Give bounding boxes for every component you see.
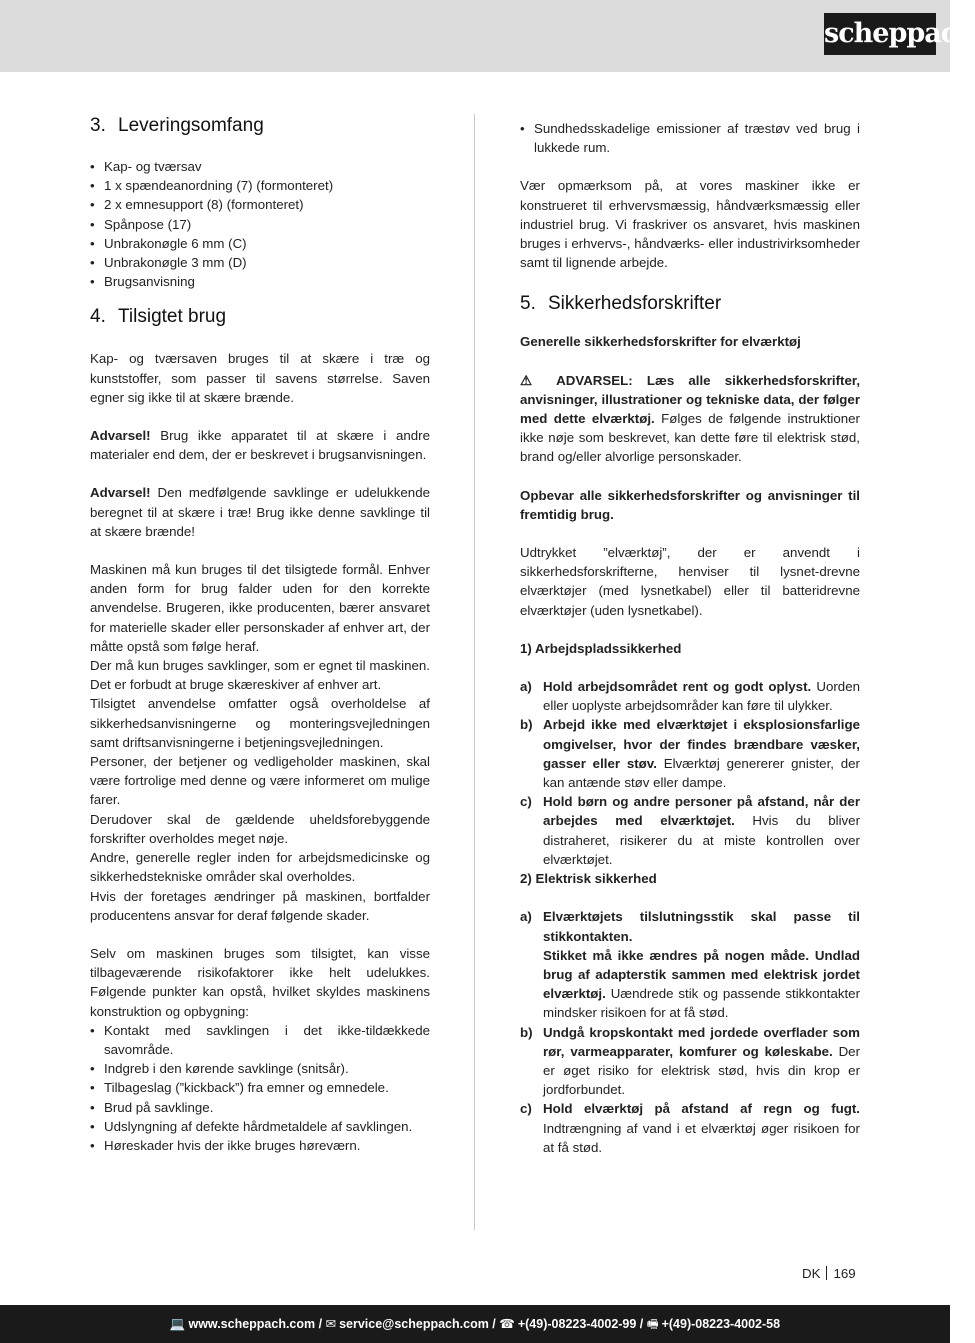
- workplace-safety-list: [520, 677, 860, 869]
- fax-number: +(49)-08223-4002-58: [661, 1317, 781, 1331]
- fax-icon: 🖷: [646, 1317, 659, 1331]
- page-number: DK 169: [802, 1266, 856, 1281]
- warning-icon: ⚠: [520, 372, 543, 388]
- electrical-safety-heading: 2) Elektrisk sikkerhed: [520, 871, 657, 887]
- electrical-safety-list: [520, 907, 860, 1157]
- list-item: b) Undgå kropskontakt med jordede overflader som rør, varmeapparater, komfurer og køleskabe. Der er øget risiko for elektrisk stød, hvis din krop er jordforbundet.: [520, 1024, 860, 1098]
- paragraph: Personer, der betjener og vedligeholder maskinen, skal være fortrolige med denne og være informeret om mulige farer.: [90, 754, 430, 808]
- list-item: • Sundhedsskadelige emissioner af træstøv ved brug i lukkede rum.: [520, 119, 860, 157]
- list-item: • 2 x emnesupport (8) (formonteret): [90, 195, 430, 214]
- page-footer: [0, 1305, 950, 1343]
- list-item: • Brugsanvisning: [90, 272, 430, 291]
- list-item: b) Arbejd ikke med elværktøjet i eksplosionsfarlige omgivelser, hvor der findes brændbare væsker, gasser eller støv. Elværktøj genererer gnister, der kan antænde støv eller dampe.: [520, 717, 860, 791]
- workplace-safety-heading: 1) Arbejdspladssikkerhed: [520, 640, 682, 656]
- risk-list: [90, 1021, 430, 1155]
- section-3-heading: 3. Leveringsomfang: [90, 115, 264, 136]
- list-item: c) Hold børn og andre personer på afstand, når der arbejdes med elværktøjet. Hvis du bliver distraheret, risikerer du at miste kontrollen over elværktøjet.: [520, 794, 860, 867]
- paragraph: Andre, generelle regler inden for arbejdsmedicinske og sikkerhedstekniske områder skal overholdes.: [90, 850, 430, 885]
- delivery-list: [90, 157, 430, 291]
- intended-use-text: Kap- og tværsaven bruges til at skære i træ og kunststoffer, som passer til savens størrelse. Saven egner sig ikke til at skære brænde.: [90, 351, 430, 405]
- list-item: a) Elværktøjets tilslutningsstik skal passe til stikkontakten. Stikket må ikke ændres på nogen måde. Undlad brug af adapterstik sammen med elektrisk jordet elværktøj. Uændrede stik og passende stikkontakter mindsker risikoen for at få stød.: [520, 909, 860, 1021]
- section-4-heading: 4. Tilsigtet brug: [90, 306, 227, 328]
- list-item: • Kap- og tværsav: [90, 157, 430, 176]
- paragraph: Udtrykket ”elværktøj”, der er anvendt i sikkerhedsforskrifterne, henviser til lysnet-drevne elværktøjer (med lysnetkabel) eller til batteridrevne elværktøjer (uden lysnetkabel).: [520, 545, 860, 618]
- list-item: • Udslyngning af defekte hårdmetaldele af savklingen.: [90, 1117, 430, 1136]
- residual-risk-text: Selv om maskinen bruges som tilsigtet, kan visse tilbageværende risikofaktorer ikke helt udelukkes. Følgende punkter kan opstå, hvilket skyldes maskinens konstruktion og opbygning:: [90, 945, 430, 1019]
- website-link[interactable]: www.scheppach.com /: [188, 1317, 323, 1331]
- computer-icon: 💻: [169, 1317, 186, 1331]
- brand-logo: scheppach: [824, 13, 936, 55]
- phone-icon: ☎: [499, 1317, 515, 1331]
- paragraph: Tilsigtet anvendelse omfatter også overholdelse af sikkerhedsanvisningerne og monteringsvejledningen samt driftsanvisningerne i betjeningsvejledningen.: [90, 696, 430, 750]
- risk-list-continued: [520, 119, 860, 157]
- warning-paragraph-2: Advarsel! Den medfølgende savklinge er udelukkende beregnet til at skære i træ! Brug ikke denne savklinge til at skære brænde!: [90, 485, 430, 539]
- list-item: • Brud på savklinge.: [90, 1098, 430, 1117]
- list-item: • Spånpose (17): [90, 215, 430, 234]
- mail-icon: ✉: [325, 1317, 337, 1331]
- paragraph: Maskinen må kun bruges til det tilsigtede formål. Enhver anden form for brug falder uden for den korrekte anvendelse. Brugeren, ikke producenten, bærer ansvaret for materielle skader eller personskader af enhver art, der måtte opstå som følge heraf.: [90, 562, 430, 654]
- list-item: • 1 x spændeanordning (7) (formonteret): [90, 176, 430, 195]
- section-5-heading: 5. Sikkerhedsforskrifter: [520, 293, 722, 315]
- disclaimer-text: Vær opmærksom på, at vores maskiner ikke er konstrueret til erhvervsmæssig, håndværksmæssig eller industriel brug. Vi fraskriver os ansvaret, hvis maskinen bruges i erhvervs-, håndværks- eller industrivirksomheder samt til lignende arbejde.: [520, 178, 860, 271]
- left-column: [90, 114, 430, 1155]
- column-divider: [474, 114, 475, 1230]
- paragraph: Der må kun bruges savklinger, som er egnet til maskinen. Det er forbudt at bruge skæreskiver af enhver art.: [90, 658, 430, 693]
- list-item: • Kontakt med savklingen i det ikke-tildækkede savområde.: [90, 1021, 430, 1059]
- email-link[interactable]: service@scheppach.com /: [339, 1317, 496, 1331]
- paragraph: Hvis der foretages ændringer på maskinen, bortfalder producentens ansvar for deraf følgende skader.: [90, 888, 430, 923]
- page-header: [0, 0, 975, 72]
- list-item: • Unbrakonøgle 6 mm (C): [90, 234, 430, 253]
- paragraph: Derudover skal de gældende uheldsforebyggende forskrifter overholdes meget nøje.: [90, 811, 430, 846]
- list-item: a) Hold arbejdsområdet rent og godt oplyst. Uorden eller uoplyste arbejdsområder kan føre til ulykker.: [520, 679, 860, 714]
- warning-paragraph-1: Advarsel! Brug ikke apparatet til at skære i andre materialer end dem, der er beskrevet i brugsanvisningen.: [90, 428, 430, 463]
- list-item: c) Hold elværktøj på afstand af regn og fugt. Indtrængning af vand i et elværktøj øger risikoen for at få stød.: [520, 1101, 860, 1155]
- warning-block: ⚠ ADVARSEL: Læs alle sikkerhedsforskrifter, anvisninger, illustrationer og tekniske data, der følger med dette elværktøj. Følges de følgende instruktioner ikke nøje som beskrevet, kan dette føre til elektrisk stød, brand og/eller alvorlige personskader.: [520, 372, 861, 465]
- right-column: [520, 119, 860, 1157]
- list-item: • Høreskader hvis der ikke bruges høreværn.: [90, 1136, 430, 1155]
- list-item: • Tilbageslag (”kickback”) fra emner og emnedele.: [90, 1078, 430, 1097]
- keep-instructions-text: Opbevar alle sikkerhedsforskrifter og anvisninger til fremtidig brug.: [520, 487, 860, 522]
- list-item: • Indgreb i den kørende savklinge (snitsår).: [90, 1059, 430, 1078]
- phone-number: +(49)-08223-4002-99 /: [517, 1317, 644, 1331]
- list-item: • Unbrakonøgle 3 mm (D): [90, 253, 430, 272]
- general-safety-subheading: Generelle sikkerhedsforskrifter for elværktøj: [520, 334, 801, 350]
